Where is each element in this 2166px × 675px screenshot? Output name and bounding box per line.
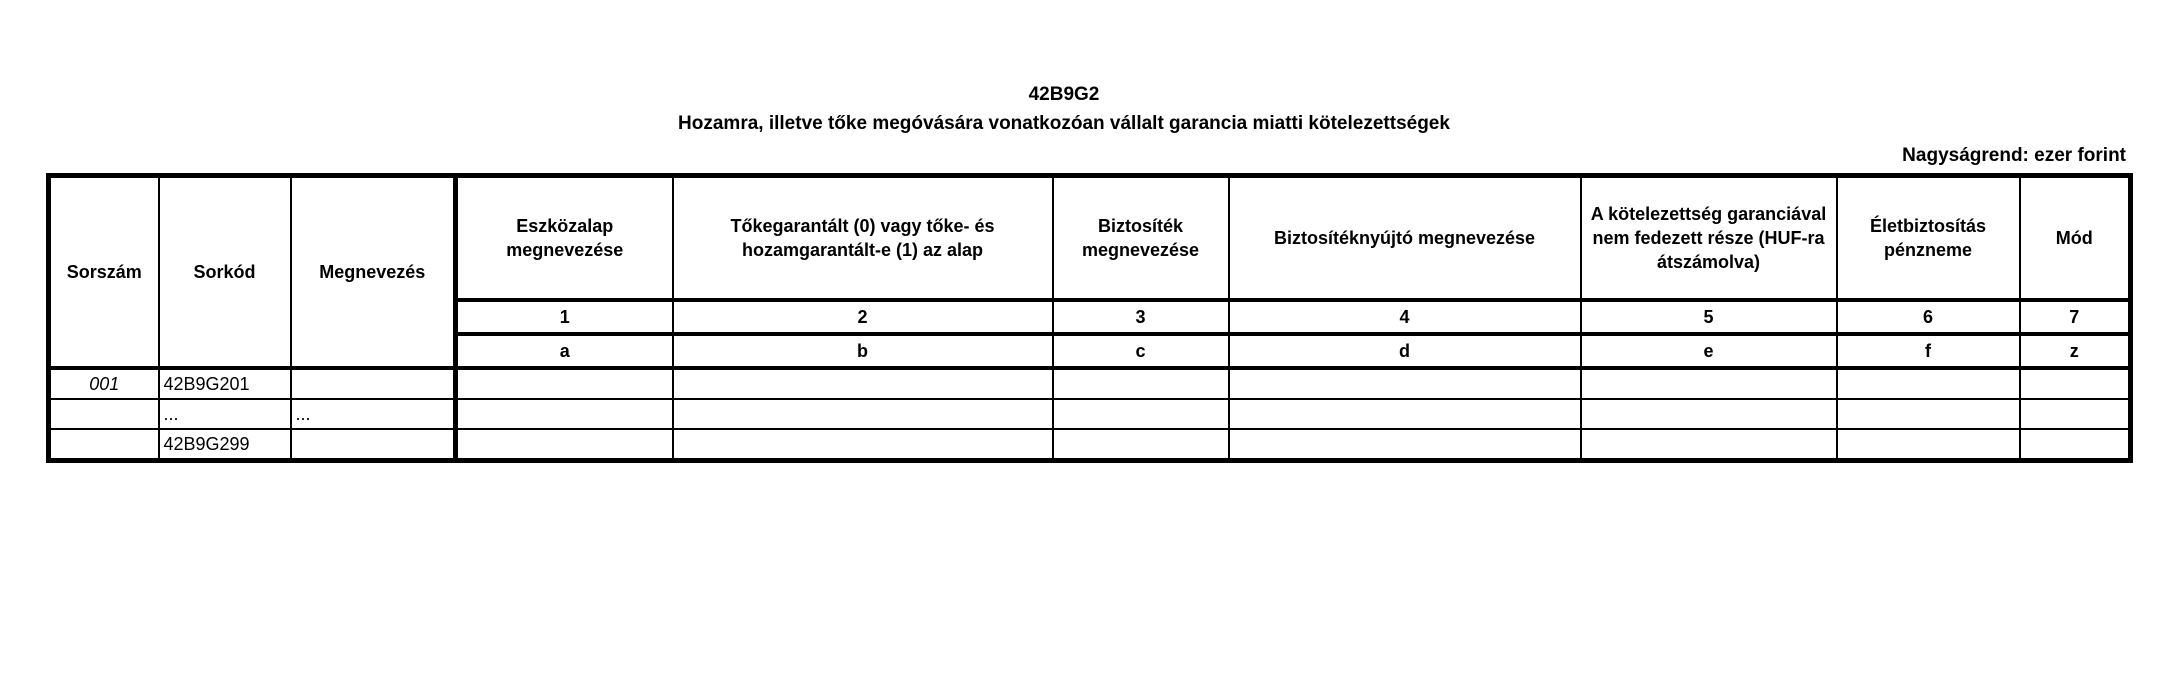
data-cell[interactable] bbox=[673, 429, 1053, 461]
row-megnevezes bbox=[291, 368, 456, 399]
column-number: 4 bbox=[1229, 300, 1581, 334]
row-sorkod: 42B9G201 bbox=[159, 368, 291, 399]
report-table bbox=[46, 173, 2133, 463]
column-header: Mód bbox=[2020, 176, 2131, 301]
data-cell[interactable] bbox=[673, 399, 1053, 429]
column-number: 7 bbox=[2020, 300, 2131, 334]
data-cell[interactable] bbox=[1837, 368, 2020, 399]
column-number: 2 bbox=[673, 300, 1053, 334]
header-megnevezes: Megnevezés bbox=[291, 176, 456, 369]
column-number: 6 bbox=[1837, 300, 2020, 334]
data-cell[interactable] bbox=[456, 368, 673, 399]
column-header: Életbiztosítás pénzneme bbox=[1837, 176, 2020, 301]
data-cell[interactable] bbox=[1229, 429, 1581, 461]
row-megnevezes: ... bbox=[291, 399, 456, 429]
column-letter: b bbox=[673, 334, 1053, 368]
form-title: Hozamra, illetve tőke megóvására vonatkozóan vállalt garancia miatti kötelezettségek bbox=[678, 113, 1450, 134]
data-cell[interactable] bbox=[456, 429, 673, 461]
column-number: 5 bbox=[1581, 300, 1837, 334]
data-cell[interactable] bbox=[2020, 429, 2131, 461]
row-sorszam bbox=[49, 429, 159, 461]
form-code: 42B9G2 bbox=[1028, 84, 1100, 105]
data-cell[interactable] bbox=[1581, 399, 1837, 429]
data-cell[interactable] bbox=[1053, 429, 1229, 461]
row-sorszam bbox=[49, 399, 159, 429]
data-cell[interactable] bbox=[2020, 399, 2131, 429]
column-header: Tőkegarantált (0) vagy tőke- és hozamgarantált-e (1) az alap bbox=[673, 176, 1053, 301]
header-sorszam: Sorszám bbox=[49, 176, 159, 369]
data-cell[interactable] bbox=[1053, 399, 1229, 429]
column-header: A kötelezettség garanciával nem fedezett része (HUF-ra átszámolva) bbox=[1581, 176, 1837, 301]
column-letter: d bbox=[1229, 334, 1581, 368]
data-cell[interactable] bbox=[1837, 429, 2020, 461]
column-letter: c bbox=[1053, 334, 1229, 368]
row-megnevezes bbox=[291, 429, 456, 461]
column-letter: a bbox=[456, 334, 673, 368]
column-number: 1 bbox=[456, 300, 673, 334]
unit-label: Nagyságrend: ezer forint bbox=[1902, 145, 2126, 166]
column-header: Eszközalap megnevezése bbox=[456, 176, 673, 301]
data-cell[interactable] bbox=[2020, 368, 2131, 399]
data-cell[interactable] bbox=[673, 368, 1053, 399]
data-cell[interactable] bbox=[1229, 399, 1581, 429]
data-cell[interactable] bbox=[456, 399, 673, 429]
data-cell[interactable] bbox=[1581, 429, 1837, 461]
header-sorkod: Sorkód bbox=[159, 176, 291, 369]
data-cell[interactable] bbox=[1581, 368, 1837, 399]
data-cell[interactable] bbox=[1837, 399, 2020, 429]
data-cell[interactable] bbox=[1053, 368, 1229, 399]
column-header: Biztosíték megnevezése bbox=[1053, 176, 1229, 301]
column-letter: e bbox=[1581, 334, 1837, 368]
row-sorszam: 001 bbox=[49, 368, 159, 399]
row-sorkod: ... bbox=[159, 399, 291, 429]
column-header: Biztosítéknyújtó megnevezése bbox=[1229, 176, 1581, 301]
column-letter: z bbox=[2020, 334, 2131, 368]
column-number: 3 bbox=[1053, 300, 1229, 334]
row-sorkod: 42B9G299 bbox=[159, 429, 291, 461]
column-letter: f bbox=[1837, 334, 2020, 368]
data-cell[interactable] bbox=[1229, 368, 1581, 399]
